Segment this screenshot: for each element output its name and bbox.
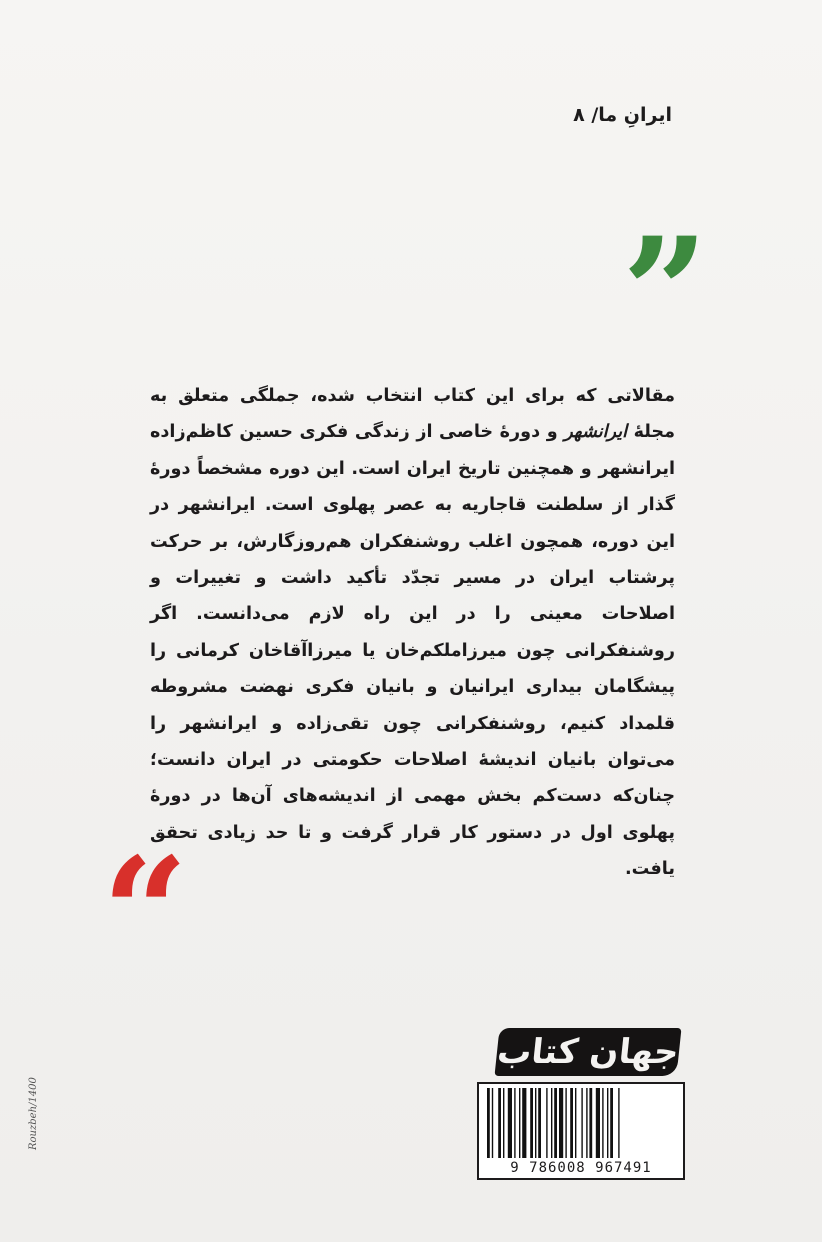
barcode-bar — [530, 1088, 533, 1158]
barcode-bar — [522, 1088, 526, 1158]
barcode-bar — [581, 1088, 582, 1158]
barcode-bar — [498, 1088, 501, 1158]
blurb-paragraph — [150, 378, 675, 888]
designer-credit: Rouzbeh/1400 — [28, 1077, 39, 1150]
isbn-number: 9 786008 967491 — [479, 1160, 683, 1176]
barcode-bar — [565, 1088, 566, 1158]
series-label: ایرانِ ما/ ۸ — [573, 104, 672, 126]
closing-quote-mark: ” — [622, 205, 709, 381]
barcode-bar — [487, 1088, 490, 1158]
barcode-bars — [485, 1088, 679, 1158]
isbn-barcode — [477, 1082, 685, 1180]
opening-quote-mark: “ — [102, 825, 189, 1001]
barcode-bar — [514, 1088, 515, 1158]
barcode-bar — [610, 1088, 613, 1158]
blurb-text — [150, 378, 675, 888]
barcode-bar — [596, 1088, 600, 1158]
barcode-bar — [602, 1088, 603, 1158]
blurb-part-2: و دورهٔ خاصی از زندگی فکری حسین کاظم‌زاده ایرانشهر و همچنین تاریخ ایران است. این دوره مشخصاً دورهٔ گذار از سلطنت قاجاریه به عصر پهلوی است. ایرانشهر در این دوره، همچون اغلب روشنفکران هم‌روزگارش، بر حرکت پرشتاب ایران در مسیر تجدّد تأکید داشت و تغییرات و اصلاحات معینی را در این راه لازم می‌دانست. اگر روشنفکرانی چون میرزاملکم‌خان یا میرزاآقاخان کرمانی را پیشگامان بیداری ایرانیان و بانیان فکری نهضت مشروطه قلمداد کنیم، روشنفکرانی چون تقی‌زاده و ایرانشهر را می‌توان بانیان اندیشهٔ اصلاحات حکومتی در ایران دانست؛ چنان‌که دست‌کم بخش مهمی از اندیشه‌های آن‌ها در دورهٔ پهلوی اول در دستور کار قرار گرفت و تا حد زیادی تحقق یافت. — [150, 422, 675, 880]
barcode-bar — [586, 1088, 587, 1158]
barcode-bar — [570, 1088, 573, 1158]
barcode-bar — [508, 1088, 512, 1158]
barcode-bar — [535, 1088, 536, 1158]
publisher-logo: جهان کتاب — [494, 1028, 681, 1076]
barcode-bar — [554, 1088, 557, 1158]
barcode-bar — [607, 1088, 608, 1158]
barcode-bar — [492, 1088, 493, 1158]
barcode-bar — [618, 1088, 619, 1158]
barcode-bar — [503, 1088, 504, 1158]
barcode-bar — [519, 1088, 520, 1158]
barcode-bar — [559, 1088, 563, 1158]
barcode-bar — [575, 1088, 576, 1158]
blurb-part-1: مقالاتی که برای این کتاب انتخاب شده، جملگی متعلق به مجلهٔ — [150, 386, 675, 443]
barcode-bar — [589, 1088, 592, 1158]
barcode-bar — [538, 1088, 541, 1158]
blurb-journal-title: ایرانشهر — [564, 422, 627, 443]
barcode-bar — [551, 1088, 552, 1158]
barcode-bar — [546, 1088, 547, 1158]
